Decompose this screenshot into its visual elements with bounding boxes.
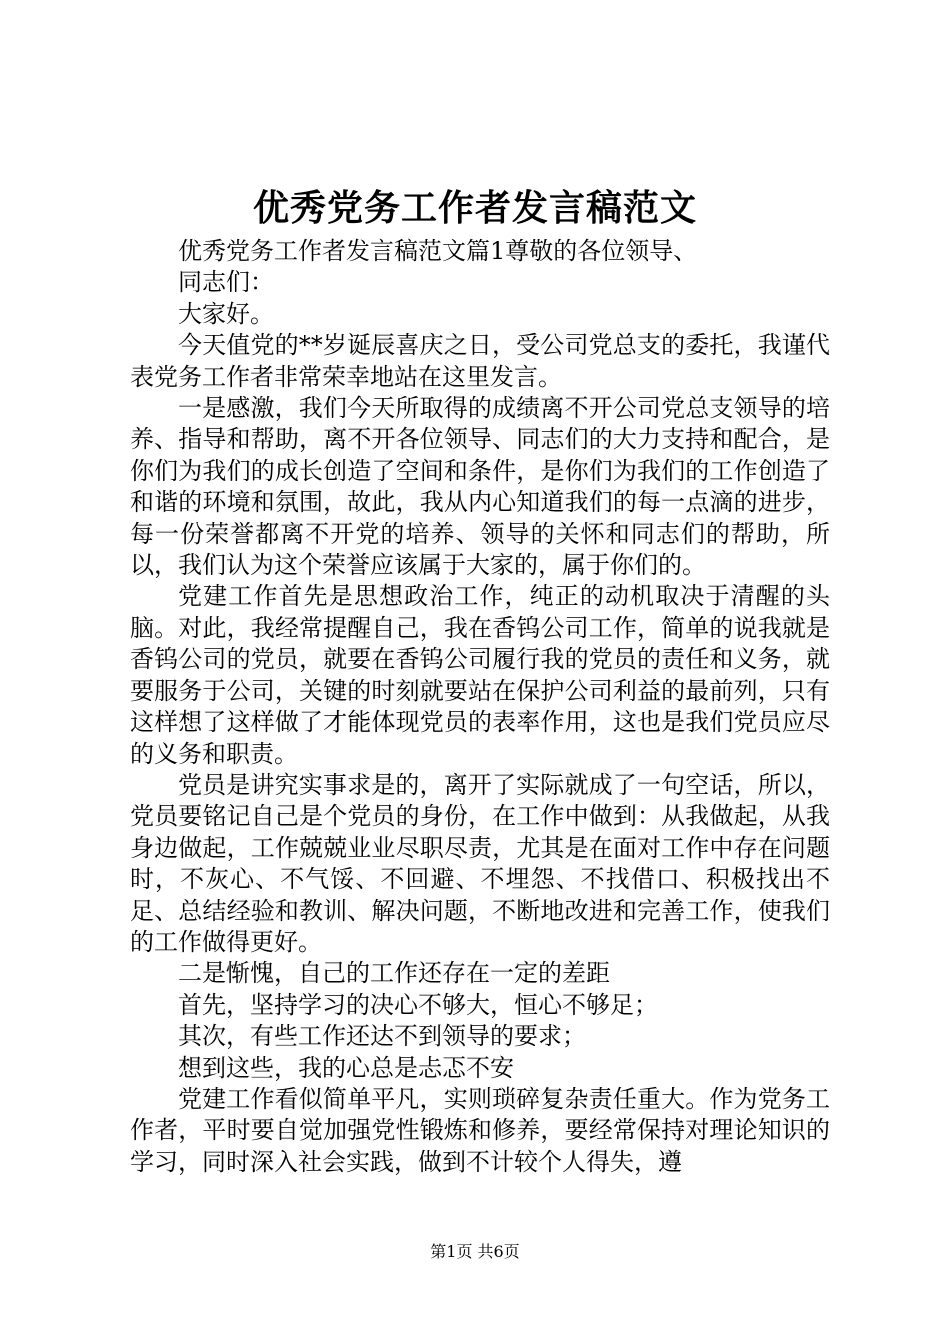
paragraph: 党建工作看似简单平凡，实则琐碎复杂责任重大。作为党务工作者，平时要自觉加强党性锻炼和修养，要经常保持对理论知识的学习，同时深入社会实践，做到不计较个人得失，遵 xyxy=(130,1084,830,1176)
paragraph: 今天值党的**岁诞辰喜庆之日，受公司党总支的委托，我谨代表党务工作者非常荣幸地站在这里发言。 xyxy=(130,331,830,391)
paragraph: 一是感激，我们今天所取得的成绩离不开公司党总支领导的培养、指导和帮助，离不开各位领导、同志们的大力支持和配合，是你们为我们的成长创造了空间和条件，是你们为我们的工作创造了和谐的环境和氛围，故此，我从内心知道我们的每一点滴的进步，每一份荣誉都离不开党的培养、领导的关怀和同志们的帮助，所以，我们认为这个荣誉应该属于大家的，属于你们的。 xyxy=(130,394,830,580)
paragraph: 党员是讲究实事求是的，离开了实际就成了一句空话，所以，党员要铭记自己是个党员的身份，在工作中做到：从我做起，从我身边做起，工作兢兢业业尽职尽责，尤其是在面对工作中存在问题时，不灰心、不气馁、不回避、不埋怨、不找借口、积极找出不足、总结经验和教训、解决问题，不断地改进和完善工作，使我们的工作做得更好。 xyxy=(130,770,830,956)
paragraph: 同志们： xyxy=(178,268,274,297)
paragraph: 其次，有些工作还达不到领导的要求； xyxy=(178,1022,586,1051)
paragraph: 想到这些，我的心总是忐忑不安 xyxy=(178,1053,514,1082)
paragraph: 党建工作首先是思想政治工作，纯正的动机取决于清醒的头脑。对此，我经常提醒自己，我在香钨公司工作，简单的说我就是香钨公司的党员，就要在香钨公司履行我的党员的责任和义务，就要服务于公司，关键的时刻就要站在保护公司利益的最前列，只有这样想了这样做了才能体现党员的表率作用，这也是我们党员应尽的义务和职责。 xyxy=(130,582,830,768)
page-number-footer: 第1页 共6页 xyxy=(430,1242,520,1261)
document-title: 优秀党务工作者发言稿范文 xyxy=(252,187,697,229)
document-body xyxy=(130,236,830,1178)
paragraph: 二是惭愧，自己的工作还存在一定的差距 xyxy=(178,959,610,988)
paragraph: 优秀党务工作者发言稿范文篇1尊敬的各位领导、 xyxy=(178,237,698,265)
paragraph: 大家好。 xyxy=(178,299,274,328)
paragraph: 首先，坚持学习的决心不够大，恒心不够足； xyxy=(178,990,658,1019)
